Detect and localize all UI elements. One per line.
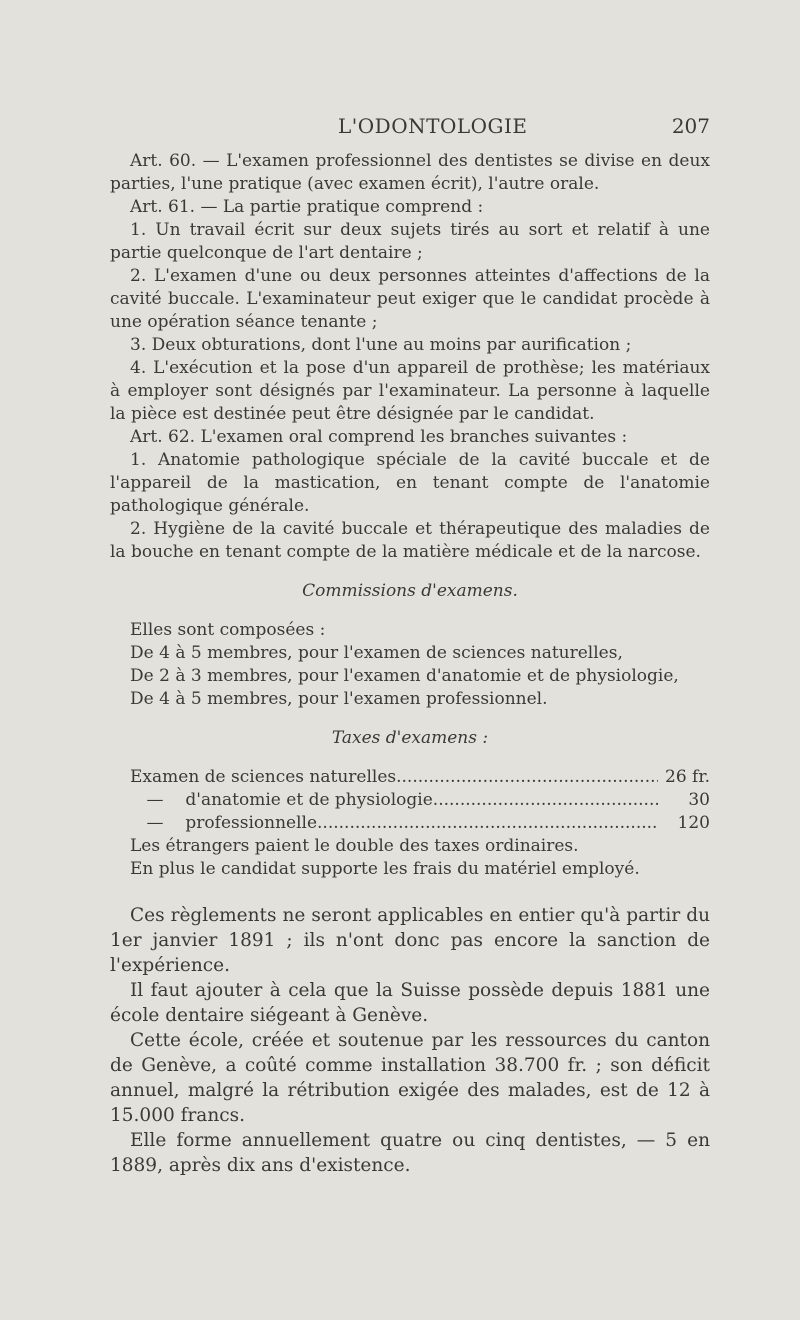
taxes-heading: Taxes d'examens : bbox=[331, 728, 489, 748]
tax-label: Examen de sciences naturelles bbox=[130, 767, 397, 787]
list-item: De 2 à 3 membres, pour l'examen d'anatomie et de physiologie, bbox=[130, 666, 679, 686]
body-text bbox=[110, 150, 710, 1178]
tax-amount: 120 bbox=[677, 813, 710, 833]
practical-item-1: 1. Un travail écrit sur deux sujets tirés au sort et relatif à une partie quelconque de l'art dentaire ; bbox=[110, 220, 710, 263]
tax-label: d'anatomie et de physiologie bbox=[185, 790, 433, 810]
article-62: Art. 62. L'examen oral comprend les branches suivantes : bbox=[130, 427, 628, 447]
ditto-dash: — bbox=[146, 790, 164, 810]
oral-item-2: 2. Hygiène de la cavité buccale et thérapeutique des maladies de la bouche en tenant compte de la matière médicale et de la narcose. bbox=[110, 519, 710, 562]
tax-note: Les étrangers paient le double des taxes ordinaires. bbox=[130, 836, 579, 856]
article-60: Art. 60. — L'examen professionnel des dentistes se divise en deux parties, l'une pratique (avec examen écrit), l'autre orale. bbox=[110, 151, 710, 194]
oral-item-1: 1. Anatomie pathologique spéciale de la cavité buccale et de l'appareil de la mastication, en tenant compte de l'anatomie pathologique générale. bbox=[110, 450, 710, 516]
tax-amount: 26 fr. bbox=[665, 767, 710, 787]
practical-item-4: 4. L'exécution et la pose d'un appareil de prothèse; les matériaux à employer sont désignés par l'examinateur. La personne à laquelle la pièce est destinée peut être désignée par le candidat. bbox=[110, 358, 710, 424]
running-header bbox=[110, 114, 710, 144]
tax-row bbox=[110, 766, 710, 789]
list-item: Elles sont composées : bbox=[130, 620, 326, 640]
ditto-dash: — bbox=[146, 813, 164, 833]
list-item: De 4 à 5 membres, pour l'examen de sciences naturelles, bbox=[130, 643, 623, 663]
graduates-paragraph: Elle forme annuellement quatre ou cinq dentistes, — 5 en 1889, après dix ans d'existence. bbox=[110, 1130, 710, 1176]
school-funding-paragraph: Cette école, créée et soutenue par les ressources du canton de Genève, a coûté comme installation 38.700 fr. ; son déficit annuel, malgré la rétribution exigée des malades, est de 12 à 15.000 francs. bbox=[110, 1030, 710, 1126]
commissions-heading: Commissions d'examens. bbox=[302, 581, 518, 601]
article-61: Art. 61. — La partie pratique comprend : bbox=[130, 197, 484, 217]
geneva-school-paragraph: Il faut ajouter à cela que la Suisse possède depuis 1881 une école dentaire siégeant à Genève. bbox=[110, 980, 710, 1026]
practical-item-2: 2. L'examen d'une ou deux personnes atteintes d'affections de la cavité buccale. L'examinateur peut exiger que le candidat procède à une opération séance tenante ; bbox=[110, 266, 710, 332]
tax-row bbox=[110, 812, 710, 835]
tax-label: professionnelle bbox=[185, 813, 318, 833]
page-number: 207 bbox=[671, 114, 710, 138]
practical-item-3: 3. Deux obturations, dont l'une au moins par aurification ; bbox=[130, 335, 632, 355]
journal-title: L'ODONTOLOGIE bbox=[338, 114, 528, 138]
regulations-paragraph: Ces règlements ne seront applicables en entier qu'à partir du 1er janvier 1891 ; ils n'ont donc pas encore la sanction de l'expérience. bbox=[110, 905, 710, 976]
tax-row bbox=[110, 789, 710, 812]
tax-amount: 30 bbox=[688, 790, 710, 810]
list-item: De 4 à 5 membres, pour l'examen professionnel. bbox=[130, 689, 548, 709]
tax-note: En plus le candidat supporte les frais du matériel employé. bbox=[130, 859, 640, 879]
commissions-list bbox=[110, 619, 710, 711]
tax-notes bbox=[110, 835, 710, 881]
